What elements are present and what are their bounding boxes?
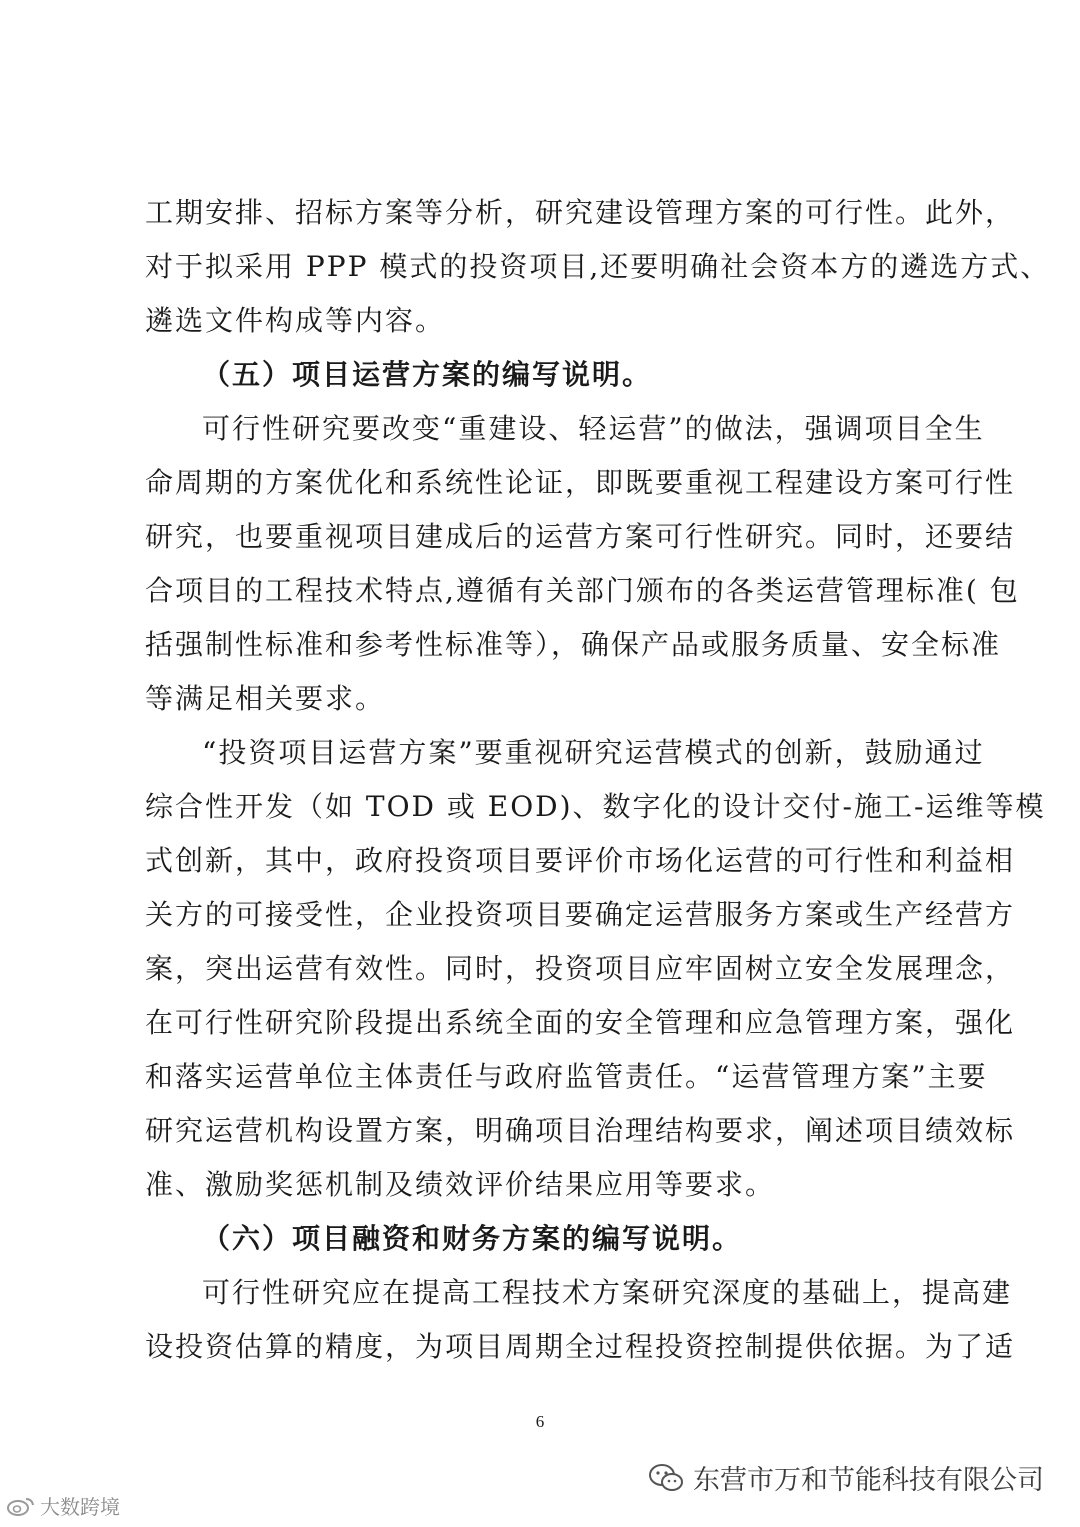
paragraph-line: 对于拟采用 PPP 模式的投资项目,还要明确社会资本方的遴选方式、 bbox=[145, 250, 1051, 283]
paragraph-line: 在可行性研究阶段提出系统全面的安全管理和应急管理方案，强化 bbox=[145, 1006, 1016, 1039]
paragraph-line: 可行性研究要改变“重建设、轻运营”的做法，强调项目全生 bbox=[202, 412, 985, 445]
source-watermark-text: 大数跨境 bbox=[40, 1495, 120, 1519]
section-heading-6: （六）项目融资和财务方案的编写说明。 bbox=[202, 1222, 743, 1255]
paragraph-line: 研究运营机构设置方案，明确项目治理结构要求，阐述项目绩效标 bbox=[145, 1114, 1016, 1147]
paragraph-line: 准、激励奖惩机制及绩效评价结果应用等要求。 bbox=[145, 1168, 776, 1201]
page-number: 6 bbox=[535, 1412, 545, 1431]
paragraph-line: 工期安排、招标方案等分析，研究建设管理方案的可行性。此外， bbox=[145, 196, 1016, 229]
paragraph-line: 研究，也要重视项目建成后的运营方案可行性研究。同时，还要结 bbox=[145, 520, 1016, 553]
weibo-icon bbox=[6, 1495, 36, 1517]
paragraph-line: 案，突出运营有效性。同时，投资项目应牢固树立安全发展理念， bbox=[145, 952, 1016, 985]
paragraph-line: 和落实运营单位主体责任与政府监管责任。“运营管理方案”主要 bbox=[145, 1060, 988, 1093]
section-heading-5: （五）项目运营方案的编写说明。 bbox=[202, 358, 653, 391]
source-watermark bbox=[6, 1491, 120, 1520]
account-watermark bbox=[647, 1458, 1044, 1497]
paragraph-line: 命周期的方案优化和系统性论证，即既要重视工程建设方案可行性 bbox=[145, 466, 1016, 499]
paragraph-line: 综合性开发（如 TOD 或 EOD)、数字化的设计交付-施工-运维等模 bbox=[145, 790, 1046, 823]
paragraph-line: 括强制性标准和参考性标准等），确保产品或服务质量、安全标准 bbox=[145, 628, 1002, 661]
wechat-icon bbox=[647, 1462, 685, 1494]
paragraph-line: “投资项目运营方案”要重视研究运营模式的创新，鼓励通过 bbox=[202, 736, 985, 769]
paragraph-line: 关方的可接受性，企业投资项目要确定运营服务方案或生产经营方 bbox=[145, 898, 1016, 931]
paragraph-line: 式创新，其中，政府投资项目要评价市场化运营的可行性和利益相 bbox=[145, 844, 1016, 877]
paragraph-line: 设投资估算的精度，为项目周期全过程投资控制提供依据。为了适 bbox=[145, 1330, 1016, 1363]
paragraph-line: 合项目的工程技术特点,遵循有关部门颁布的各类运营管理标准( 包 bbox=[145, 574, 1020, 607]
paragraph-line: 可行性研究应在提高工程技术方案研究深度的基础上，提高建 bbox=[202, 1276, 1013, 1309]
paragraph-line: 等满足相关要求。 bbox=[145, 682, 386, 715]
account-watermark-text: 东营市万和节能科技有限公司 bbox=[693, 1465, 1044, 1496]
paragraph-line: 遴选文件构成等内容。 bbox=[145, 304, 446, 337]
